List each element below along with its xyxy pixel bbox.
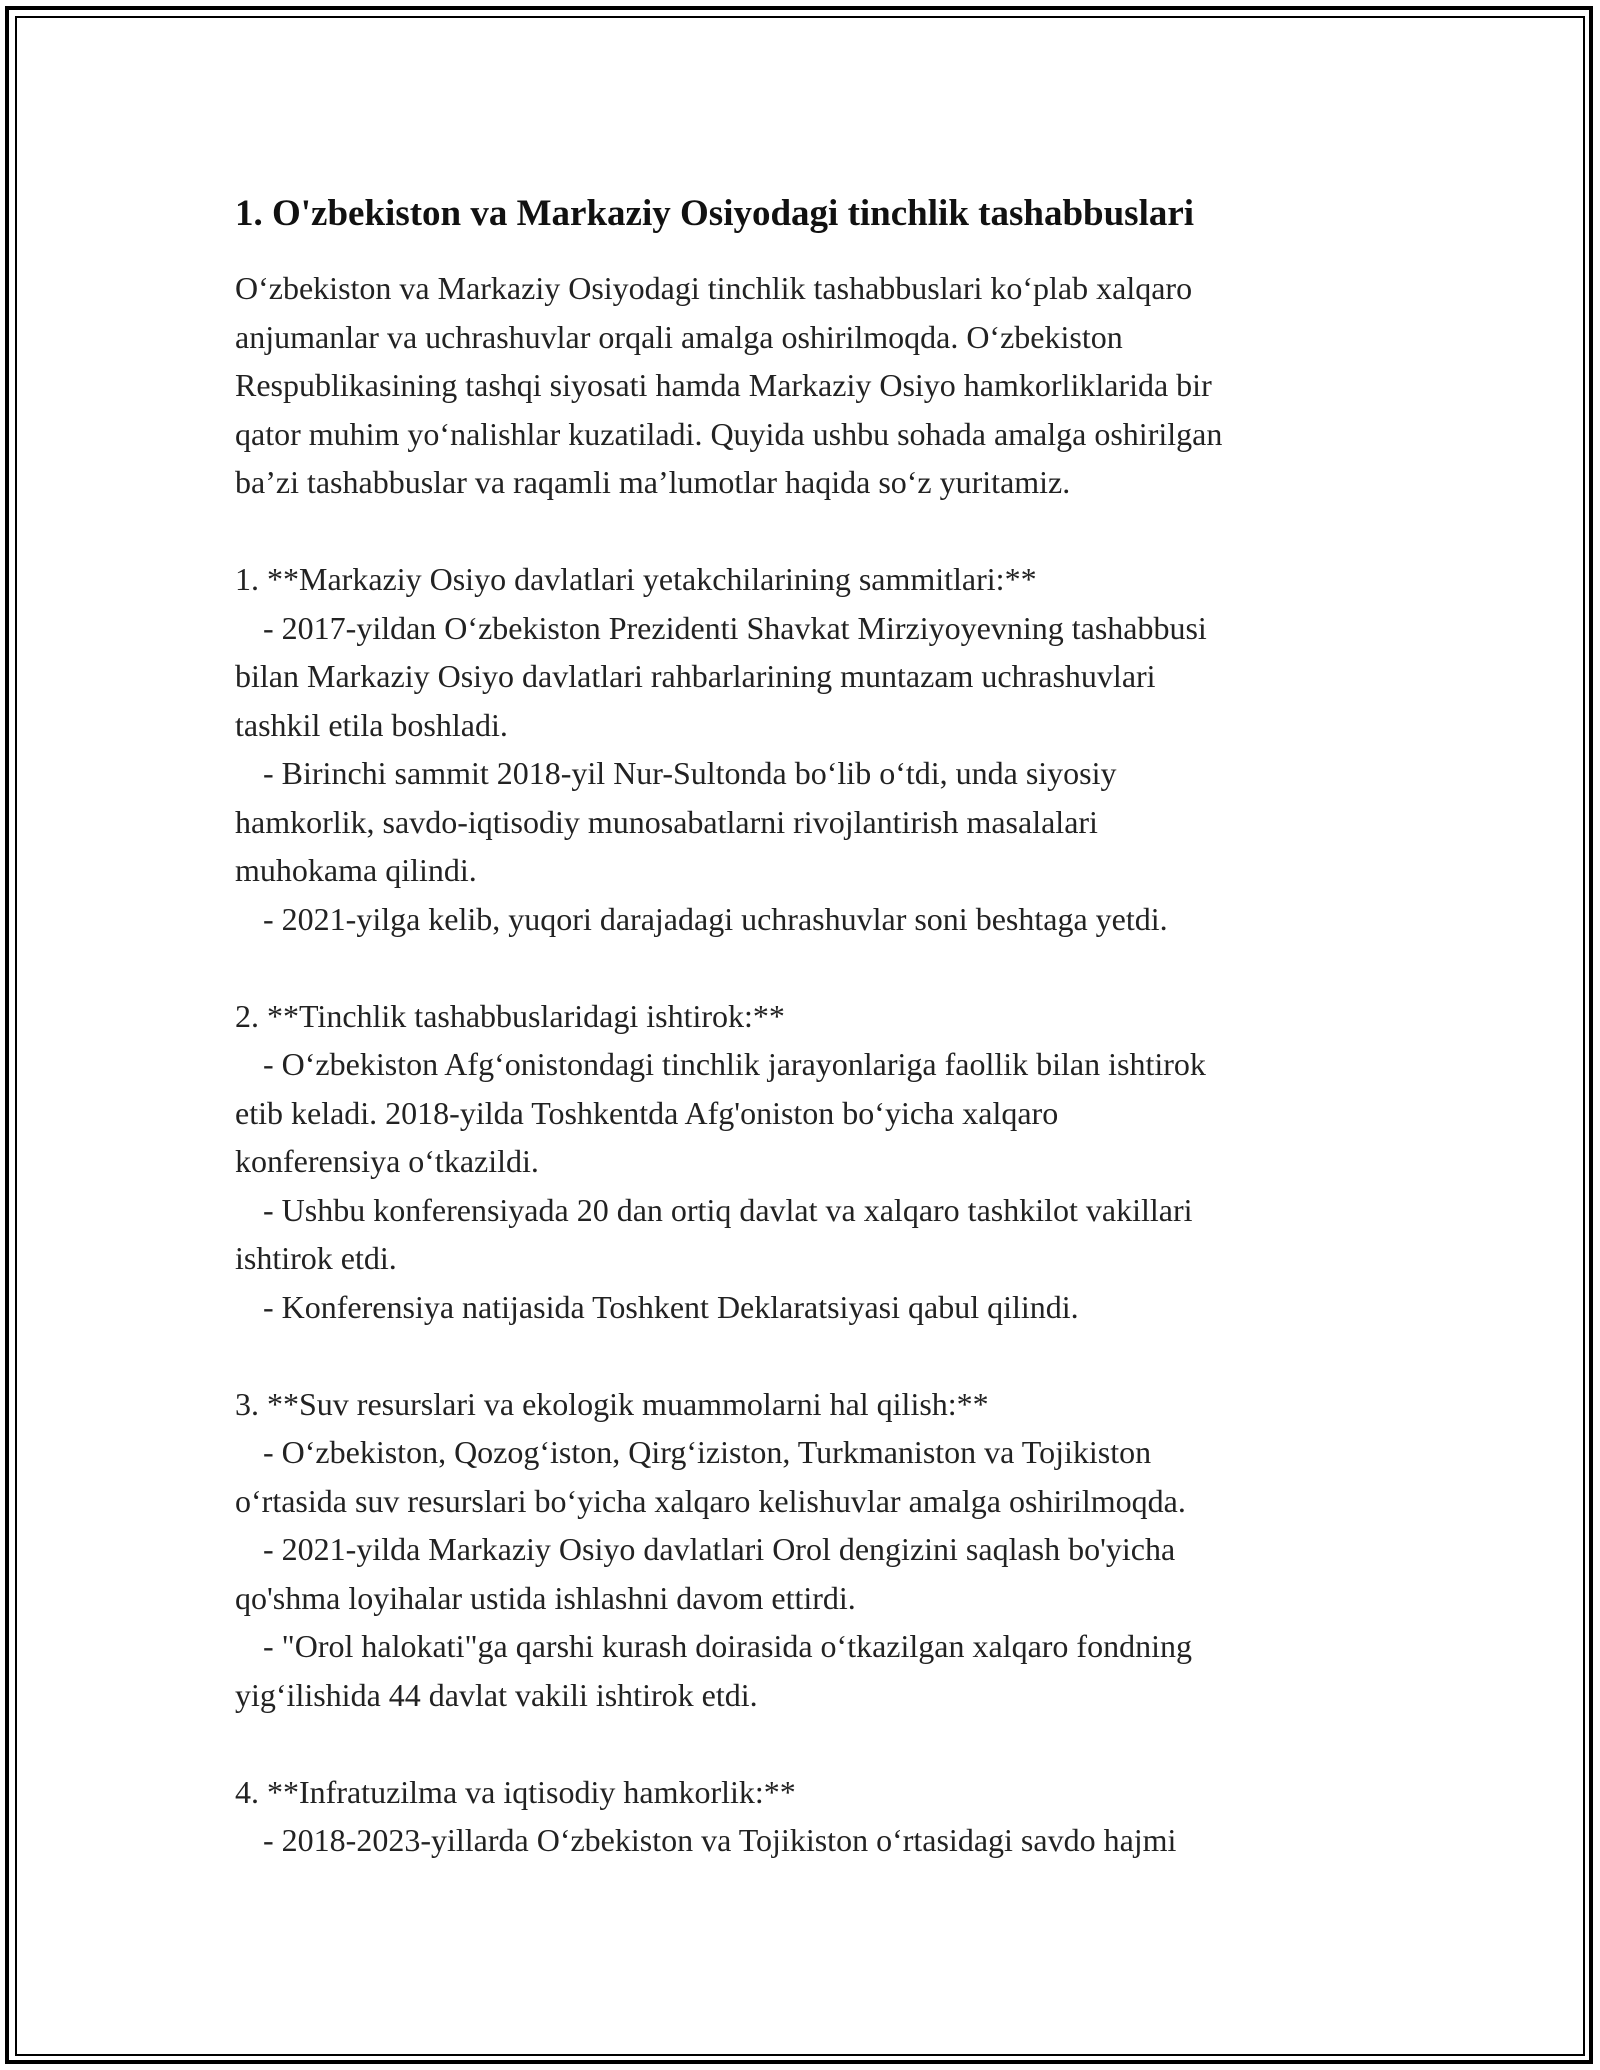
section-heading: 4. **Infratuzilma va iqtisodiy hamkorlik:** <box>235 1773 796 1810</box>
intro-line: ba’zi tashabbuslar va raqamli ma’lumotlar haqida so‘z yuritamiz. <box>235 464 1071 500</box>
section-heading: 3. **Suv resurslari va ekologik muammolarni hal qilish:** <box>235 1385 989 1422</box>
intro-paragraph <box>235 264 1375 507</box>
section-heading: 1. **Markaziy Osiyo davlatlari yetakchilarining sammitlari:** <box>235 561 1037 597</box>
section-line: - "Orol halokati"ga qarshi kurash doirasida o‘tkazilgan xalqaro fondning <box>263 1628 1192 1664</box>
section-line: - Konferensiya natijasida Toshkent Deklaratsiyasi qabul qilindi. <box>263 1288 1079 1325</box>
section-line: bilan Markaziy Osiyo davlatlari rahbarlarining muntazam uchrashuvlari <box>235 658 1156 694</box>
section-3 <box>235 1380 1375 1720</box>
section-line: - Birinchi sammit 2018-yil Nur-Sultonda bo‘lib o‘tdi, unda siyosiy <box>263 755 1117 791</box>
section-line: - O‘zbekiston Afg‘onistondagi tinchlik jarayonlariga faollik bilan ishtirok <box>263 1046 1206 1082</box>
intro-line: anjumanlar va uchrashuvlar orqali amalga oshirilmoqda. O‘zbekiston <box>235 318 1123 355</box>
spacer <box>235 1331 1375 1380</box>
section-line: konferensiya o‘tkazildi. <box>235 1143 539 1179</box>
section-line: - Ushbu konferensiyada 20 dan ortiq davlat va xalqaro tashkilot vakillari <box>263 1191 1193 1228</box>
section-line: - 2018-2023-yillarda O‘zbekiston va Tojikiston o‘rtasidagi savdo hajmi <box>263 1822 1177 1858</box>
document-body <box>235 188 1375 1865</box>
section-line: - 2017-yildan O‘zbekiston Prezidenti Shavkat Mirziyoyevning tashabbusi <box>263 609 1207 646</box>
section-line: muhokama qilindi. <box>235 852 477 888</box>
section-heading: 2. **Tinchlik tashabbuslaridagi ishtirok:** <box>235 997 785 1034</box>
spacer <box>235 1719 1375 1768</box>
section-line: ishtirok etdi. <box>235 1240 397 1276</box>
section-line: hamkorlik, savdo-iqtisodiy munosabatlarni rivojlantirish masalalari <box>235 803 1098 840</box>
section-line: o‘rtasida suv resurslari bo‘yicha xalqaro kelishuvlar amalga oshirilmoqda. <box>235 1482 1186 1519</box>
intro-line: O‘zbekiston va Markaziy Osiyodagi tinchlik tashabbuslari ko‘plab xalqaro <box>235 270 1193 306</box>
intro-line: qator muhim yo‘nalishlar kuzatiladi. Quyida ushbu sohada amalga oshirilgan <box>235 415 1223 452</box>
section-line: - 2021-yilga kelib, yuqori darajadagi uchrashuvlar soni beshtaga yetdi. <box>263 900 1168 937</box>
spacer <box>235 943 1375 992</box>
spacer <box>235 507 1375 556</box>
section-line: etib keladi. 2018-yilda Toshkentda Afg'oniston bo‘yicha xalqaro <box>235 1094 1059 1131</box>
section-4 <box>235 1768 1375 1865</box>
section-line: qo'shma loyihalar ustida ishlashni davom ettirdi. <box>235 1579 856 1616</box>
section-1 <box>235 555 1375 943</box>
section-line: - 2021-yilda Markaziy Osiyo davlatlari Orol dengizini saqlash bo'yicha <box>263 1531 1176 1567</box>
section-2 <box>235 992 1375 1332</box>
section-line: yig‘ilishida 44 davlat vakili ishtirok etdi. <box>235 1676 758 1713</box>
document-title: 1. O'zbekiston va Markaziy Osiyodagi tinchlik tashabbuslari <box>235 193 1195 234</box>
section-line: tashkil etila boshladi. <box>235 706 508 743</box>
intro-line: Respublikasining tashqi siyosati hamda Markaziy Osiyo hamkorliklarida bir <box>235 367 1212 403</box>
section-line: - O‘zbekiston, Qozog‘iston, Qirg‘iziston, Turkmaniston va Tojikiston <box>263 1434 1152 1470</box>
